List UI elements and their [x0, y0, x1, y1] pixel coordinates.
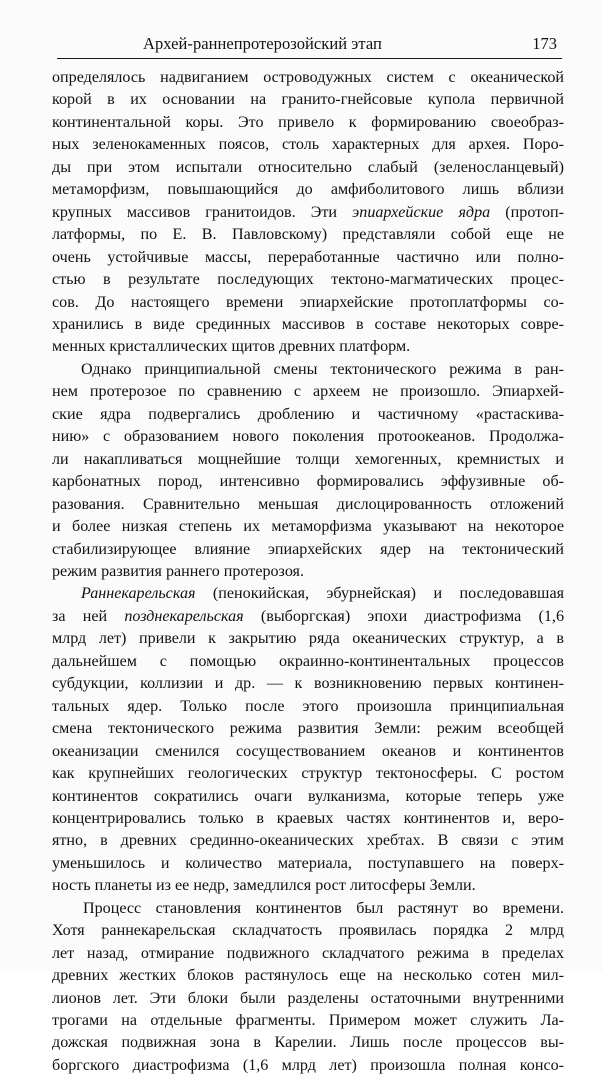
text-line: [52, 606, 564, 628]
text-line: уменьшилось и количество материала, поступавшего на поверх-: [52, 854, 564, 872]
text-line: трогами на отдельные фрагменты. Примером может служить Ла-: [52, 1012, 564, 1030]
text-line: хранились в виде срединных массивов в составе некоторых совре-: [52, 315, 564, 333]
text-line: ность планеты из ее недр, замедлился рост литосферы Земли.: [52, 877, 476, 895]
text-line: разования. Сравнительно меньшая дислоцированность отложений: [52, 495, 564, 513]
text-line: лионов лет. Эти блоки были разделены остаточными внутренними: [52, 989, 564, 1007]
text-line: лет назад, отмирание подвижного складчатого режима в пределах: [52, 944, 564, 962]
text-run: крупных массивов гранитоидов. Эти: [52, 203, 353, 221]
text-line: ские ядра подвергались дроблению и частичному «растаскива-: [52, 405, 564, 423]
text-line: Процесс становления континентов был растянут во времени.: [83, 899, 564, 917]
paragraph-2: [52, 359, 564, 584]
text-line: сов. До настоящего времени эпиархейские протоплатформы со-: [52, 293, 564, 311]
text-line: Хотя раннекарельская складчатость проявилась порядка 2 млрд: [52, 922, 564, 940]
text-line: корой в их основании на гранито-гнейсовые купола первичной: [52, 91, 564, 109]
page-number: 173: [532, 34, 557, 53]
text-line: боргского диастрофизма (1,6 млрд лет) произошла полная консо-: [52, 1056, 564, 1074]
text-run: (пенокийская, эбурнейская) и последовавшая: [195, 585, 564, 603]
italic-term-epiarchean-cores: эпиархейские ядра: [352, 203, 491, 221]
paragraph-3: [52, 583, 564, 897]
text-line: метаморфизм, повышающийся до амфиболитового лишь вблизи: [52, 181, 564, 199]
text-line: определялось надвиганием островодужных систем с океанической: [52, 69, 564, 86]
text-line: дальнейшем с помощью окраинно-континентальных процессов: [52, 652, 564, 670]
text-line: как крупнейших геологических структур тектоносферы. С ростом: [52, 765, 564, 783]
text-line: континентальной коры. Это привело к формированию своеобраз-: [52, 113, 564, 131]
text-line: ли накапливаться мощнейшие толщи хемогенных, кремнистых и: [52, 450, 564, 468]
text-line: ды при этом испытали относительно слабый (зеленосланцевый): [52, 158, 564, 176]
text-line: нем протерозое по сравнению с археем не произошло. Эпиархей-: [52, 383, 564, 401]
running-title: Архей-раннепротерозойский этап: [143, 34, 382, 53]
text-line: океанизации сменился сосуществованием океанов и континентов: [52, 742, 564, 760]
text-line: менных кристаллических щитов древних платформ.: [52, 338, 411, 356]
text-run: (протоп-: [490, 203, 564, 221]
text-line: [52, 202, 564, 224]
text-line: стью в результате последующих тектоно-магматических процес-: [52, 271, 564, 289]
text-line: и более низкая степень их метаморфизма указывают на некоторое: [52, 518, 564, 536]
text-run: за ней: [52, 607, 125, 625]
text-line: млрд лет) привели к закрытию ряда океанических структур, а в: [52, 630, 564, 648]
text-line: дожская подвижная зона в Карелии. Лишь после процессов вы-: [52, 1034, 564, 1052]
paragraph-4: [52, 898, 564, 1077]
italic-term-early-karelian: Раннекарельская: [81, 585, 196, 603]
text-line: ных зеленокаменных поясов, столь характерных для архея. Поро-: [52, 136, 564, 154]
text-line: субдукции, коллизии и др. — к возникновению первых континен-: [52, 675, 564, 693]
paragraph-1: [52, 67, 564, 359]
text-line: [52, 583, 564, 605]
italic-term-late-karelian: позднекарельская: [124, 607, 244, 625]
body-text: [52, 67, 564, 1077]
text-line: очень устойчивые массы, переработанные частично или полно-: [52, 248, 564, 266]
text-line: карбонатных пород, интенсивно формировались эффузивные об-: [52, 473, 564, 491]
running-header: [57, 30, 562, 59]
text-line: Однако принципиальной смены тектонического режима в ран-: [81, 360, 564, 378]
text-run: (выборгская) эпохи диастрофизма (1,6: [243, 607, 564, 625]
text-line: древних жестких блоков растянулось еще на несколько сотен мил-: [52, 967, 564, 985]
text-line: смена тектонического режима развития Земли: режим всеобщей: [52, 720, 564, 738]
text-line: континентов сократились очаги вулканизма, которые теперь уже: [52, 787, 564, 805]
text-line: тальных ядер. Только после этого произошла принципиальная: [52, 697, 564, 715]
text-line: нию» с образованием нового поколения протоокеанов. Продолжа-: [52, 428, 564, 446]
text-line: латформы, по Е. В. Павловскому) представляли собой еще не: [52, 226, 564, 244]
text-line: ятно, в древних срединно-океанических хребтах. В связи с этим: [52, 832, 564, 850]
text-line: концентрировались только в краевых частях континентов и, веро-: [52, 809, 564, 827]
text-line: стабилизирующее влияние эпиархейских ядер на тектонический: [52, 540, 564, 558]
text-line: режим развития раннего протерозоя.: [52, 562, 304, 580]
